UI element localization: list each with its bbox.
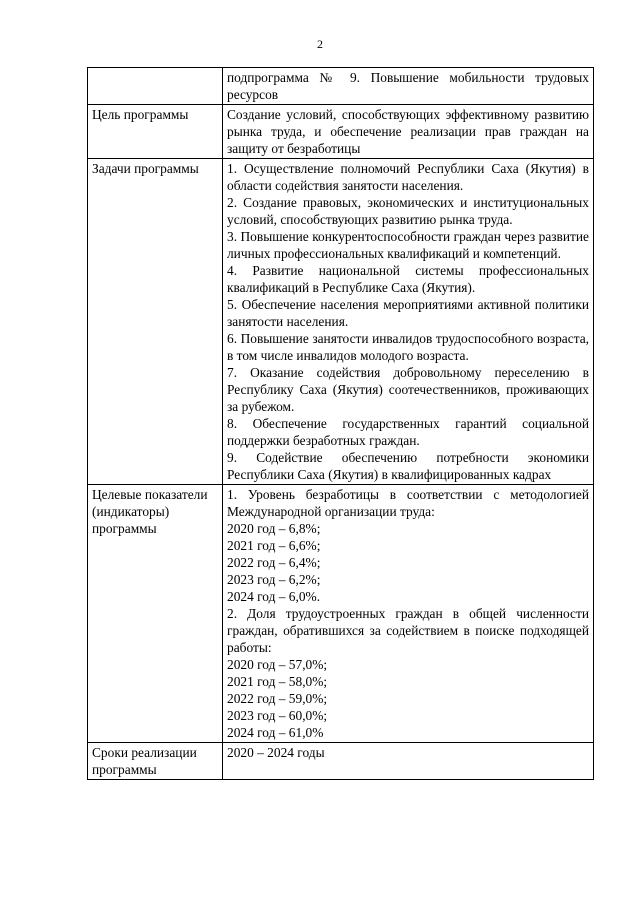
row-label: Сроки реализации программы (88, 743, 223, 780)
content-paragraph: подпрограмма № 9. Повышение мобильности трудовых ресурсов (227, 70, 589, 102)
indicator-value: 2023 год – 6,2%; (227, 572, 321, 587)
indicator-value: 2023 год – 60,0%; (227, 708, 328, 723)
task-item: 5. Обеспечение населения мероприятиями активной политики занятости населения. (227, 297, 589, 329)
page-number: 2 (317, 37, 323, 51)
indicator-value: 2020 год – 57,0%; (227, 657, 328, 672)
indicator-item: 1. Уровень безработицы в соответствии с методологией Международной организации труда: (227, 487, 589, 519)
indicator-item: 2. Доля трудоустроенных граждан в общей численности граждан, обратившихся за содействием в поиске подходящей работы: (227, 606, 589, 655)
row-content (223, 159, 594, 485)
row-label: Цель программы (88, 105, 223, 159)
row-content (223, 105, 594, 159)
table-row (88, 159, 594, 485)
row-content (223, 68, 594, 105)
indicator-value: 2022 год – 6,4%; (227, 555, 321, 570)
indicator-value: 2022 год – 59,0%; (227, 691, 328, 706)
task-item: 8. Обеспечение государственных гарантий социальной поддержки безработных граждан. (227, 416, 589, 448)
task-item: 9. Содействие обеспечению потребности экономики Республики Саха (Якутия) в квалифицированных кадрах (227, 450, 589, 482)
indicator-value: 2024 год – 6,0%. (227, 589, 321, 604)
indicator-value: 2021 год – 58,0%; (227, 674, 328, 689)
content-paragraph: 2020 – 2024 годы (227, 745, 325, 760)
task-item: 7. Оказание содействия добровольному переселению в Республику Саха (Якутия) соотечественников, проживающих за рубежом. (227, 365, 589, 414)
task-item: 6. Повышение занятости инвалидов трудоспособного возраста, в том числе инвалидов молодого возраста. (227, 331, 589, 363)
table-row (88, 68, 594, 105)
task-item: 3. Повышение конкурентоспособности граждан через развитие личных профессиональных квалификаций и компетенций. (227, 229, 589, 261)
task-item: 4. Развитие национальной системы профессиональных квалификаций в Республике Саха (Якутия). (227, 263, 589, 295)
task-item: 1. Осуществление полномочий Республики Саха (Якутия) в области содействия занятости населения. (227, 161, 589, 193)
row-content (223, 743, 594, 780)
row-label: Задачи программы (88, 159, 223, 485)
row-label: Целевые показатели (индикаторы) программы (88, 485, 223, 743)
indicator-value: 2024 год – 61,0% (227, 725, 324, 740)
program-passport-table (87, 67, 594, 780)
row-label (88, 68, 223, 105)
task-item: 2. Создание правовых, экономических и институциональных условий, способствующих развитию рынка труда. (227, 195, 589, 227)
table-row (88, 485, 594, 743)
indicator-value: 2020 год – 6,8%; (227, 521, 321, 536)
content-paragraph: Создание условий, способствующих эффективному развитию рынка труда, и обеспечение реализации прав граждан на защиту от безработицы (227, 107, 589, 156)
table-row (88, 105, 594, 159)
indicator-value: 2021 год – 6,6%; (227, 538, 321, 553)
table-row (88, 743, 594, 780)
row-content (223, 485, 594, 743)
